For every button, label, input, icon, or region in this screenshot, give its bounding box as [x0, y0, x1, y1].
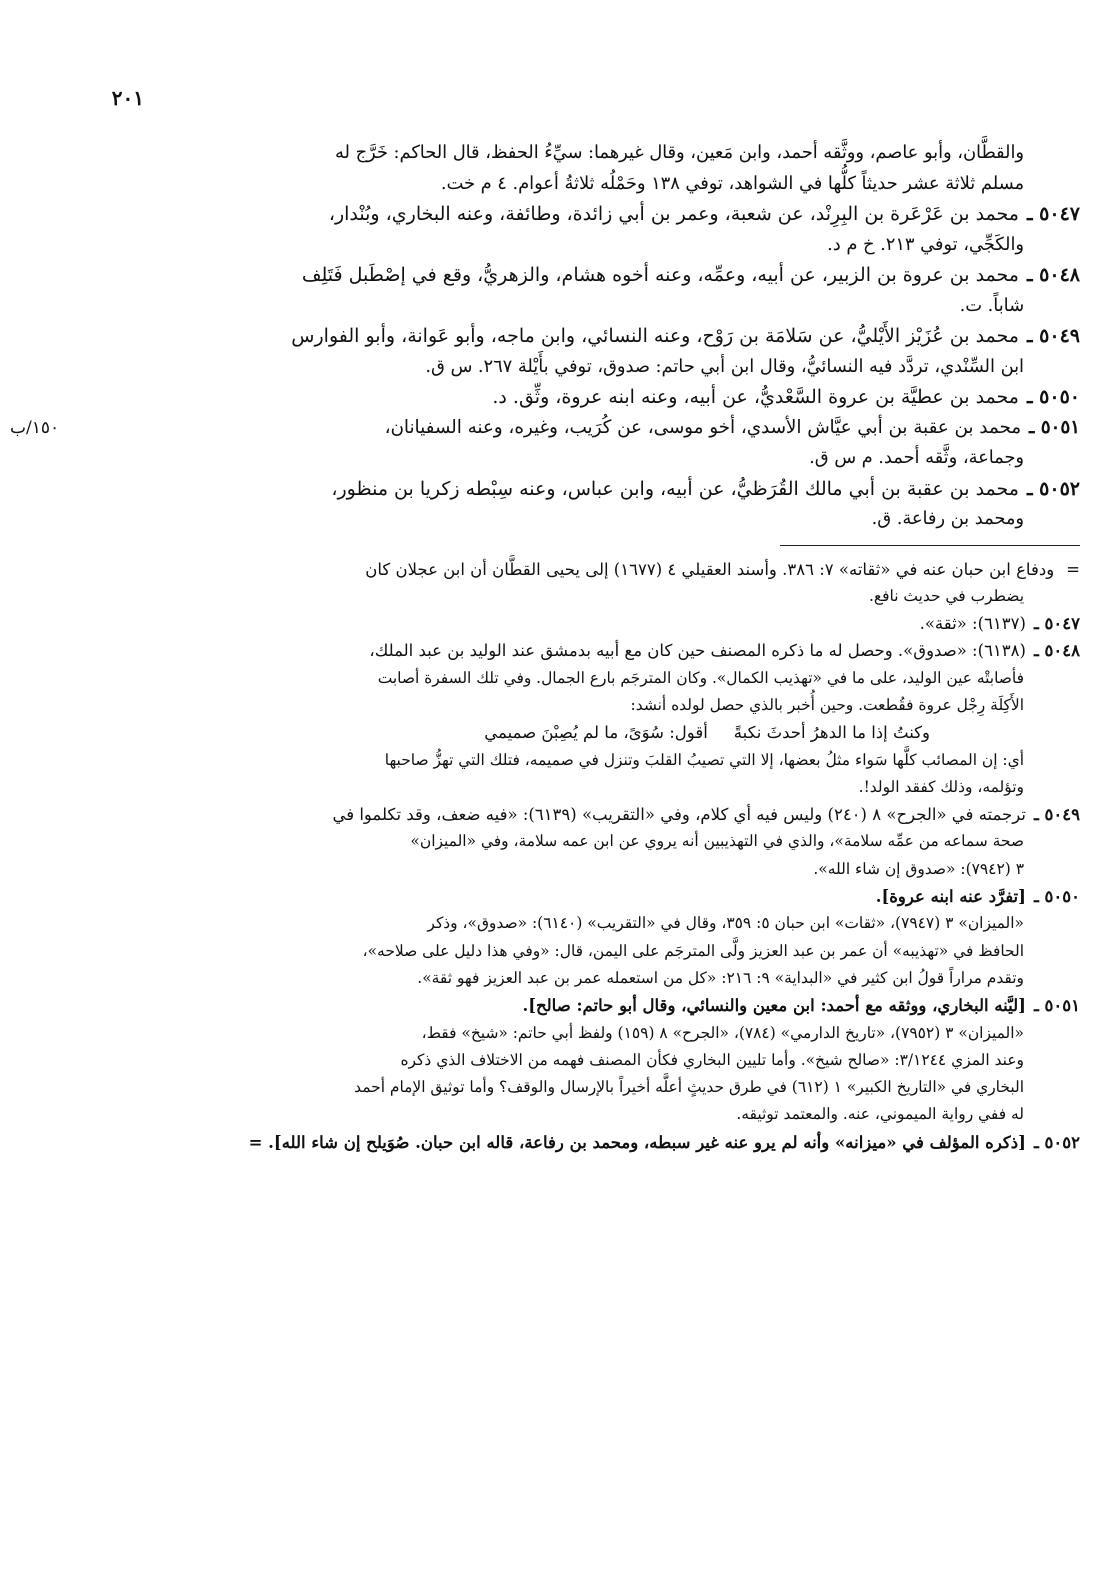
footnote-separator: [780, 545, 1080, 546]
main-line: [10, 413, 1080, 444]
main-line: [40, 474, 1080, 505]
footnote-text: [ذكره المؤلف في «ميزانه» وأنه لم يرو عنه غير سبطه، ومحمد بن رفاعة، قاله ابن حبان. صُوَيلح إن شاء الله]. =: [248, 1132, 1026, 1152]
footnote-text: وتقدم مراراً قولُ ابن كثير في «البداية» ٩: ٢١٦: «كل من استعمله عمر بن عبد العزيز فهو ثقة».: [417, 968, 1024, 987]
main-line: [40, 382, 1080, 413]
footnote-line: [40, 1047, 1080, 1074]
footnote-text: ٣ (٧٩٤٢): «صدوق إن شاء الله».: [813, 859, 1024, 878]
entry-number: ٥٠٥٢ ـ: [1026, 477, 1080, 500]
footnote-line: [40, 1129, 1080, 1156]
footnote-line: [40, 556, 1080, 583]
line-text: محمد بن عطيَّة بن عروة السَّعْديُّ، عن أبيه، وعنه ابنه عروة، وثِّق. د.: [492, 386, 1019, 408]
footnote-text: وعند المزي ٣/١٢٤٤: «صالح شيخ». وأما تليين البخاري فكأن المصنف فهمه من الاختلاف الذي ذكره: [400, 1050, 1024, 1069]
line-text: والقطَّان، وأبو عاصم، ووثَّقه أحمد، وابن مَعين، وقال غيرهما: سيِّءُ الحفظ، قال الحاكم: خَرَّج له: [334, 142, 1024, 163]
footnote-text: ترجمته في «الجرح» ٨ (٢٤٠) وليس فيه أي كلام، وفي «التقريب» (٦١٣٩): «فيه ضعف، وقد تكلموا في: [332, 805, 1026, 825]
footnote-text: البخاري في «التاريخ الكبير» ١ (٦١٢) في طرق حديثٍ أعلَّه أخيراً بالإرسال والوقف؟ وأما توثيق الإمام أحمد: [354, 1078, 1024, 1097]
main-line: [40, 230, 1080, 261]
main-line: [40, 138, 1080, 169]
entry-number: ٥٠٤٧ ـ: [1026, 203, 1080, 225]
footnote-line: [40, 856, 1080, 883]
footnote-entry-number: ٥٠٥١ ـ: [1033, 996, 1080, 1016]
line-text: شاباً. ت.: [959, 294, 1024, 316]
main-line: [40, 443, 1080, 474]
main-line: [40, 352, 1080, 383]
footnote-text: يضطرب في حديث نافع.: [869, 586, 1024, 605]
footnote-text: الأَكِلَة رِجْل عروة فقُطعت. وحين أُخبر بالذي حصل لولده أنشد:: [630, 695, 1024, 714]
footnote-line: [40, 692, 1080, 719]
footnote-line: [40, 883, 1080, 910]
footnotes: [40, 556, 1080, 1157]
footnote-line: [40, 719, 1080, 746]
footnote-line: [40, 637, 1080, 664]
footnote-text: له ففي رواية الميموني، عنه. والمعتمد توثيقه.: [736, 1105, 1024, 1124]
footnote-line: [40, 938, 1080, 965]
footnote-text: أي: إن المصائب كلَّها سَواء مثلُ بعضها، إلا التي تصيبُ القلبَ وتنزل في صميمه، فتلك التي تهزُّ صاحبها: [384, 750, 1024, 769]
footnote-line: [40, 828, 1080, 855]
footnote-text: [ليَّنه البخاري، ووثقه مع أحمد: ابن معين والنسائي، وقال أبو حاتم: صالح].: [522, 996, 1026, 1016]
entry-number: ٥٠٤٩ ـ: [1026, 325, 1080, 347]
main-line: [40, 169, 1080, 200]
footnote-text: فأصابتْه عين الوليد، على ما في «تهذيب الكمال». وكان المترجَم بارع الجمال. وفي تلك السفرة أصابت: [377, 668, 1024, 687]
footnote-line: [40, 583, 1080, 610]
line-text: محمد بن عَرْعَرة بن البِرِنْد، عن شعبة، وعمر بن أبي زائدة، وطائفة، وعنه البخاري، وبُنْدار،: [328, 203, 1019, 225]
main-text: [10, 138, 1080, 535]
line-text: محمد بن عروة بن الزبير، عن أبيه، وعمِّه، وعنه أخوه هشام، والزهريُّ، وقع في إصْطَبل فَتَلِف: [301, 264, 1019, 286]
manuscript-folio-ref: ١٥٠/ب: [10, 417, 60, 438]
main-line: [40, 260, 1080, 291]
footnote-line: [40, 665, 1080, 692]
footnote-entry-number: ٥٠٥٢ ـ: [1033, 1132, 1080, 1152]
footnote-line: [40, 1020, 1080, 1047]
line-text: ابن السِّنْدي، تردَّد فيه النسائيُّ، وقال ابن أبي حاتم: صدوق، توفي بأَيْلة ٢٦٧. س ق.: [425, 355, 1024, 377]
entry-number: ٥٠٤٨ ـ: [1026, 264, 1080, 286]
poem-hemistich: وكنتُ إذا ما الدهرُ أحدثَ نكبةً: [733, 723, 930, 743]
footnote-line: [40, 774, 1080, 801]
footnote-text: (٦١٣٨): «صدوق». وحصل له ما ذكره المصنف حين كان مع أبيه بدمشق عند الوليد بن عبد الملك،: [369, 641, 1026, 661]
footnote-line: [40, 965, 1080, 992]
line-text: محمد بن عقبة بن أبي مالك القُرَظيُّ، عن أبيه، وابن عباس، وعنه سِبْطه زكريا بن منظور،: [331, 477, 1019, 500]
line-text: محمد بن عقبة بن أبي عيَّاش الأسدي، أخو موسى، عن كُرَيب، وغيره، وعنه السفيانان،: [384, 416, 1022, 438]
footnote-text: وتؤلمه، وذلك كفقد الولد!.: [858, 777, 1024, 796]
footnote-text: [تفرَّد عنه ابنه عروة].: [875, 887, 1026, 907]
footnote-text: صحة سماعه من عمِّه سلامة»، والذي في التهذيبين أنه يروي عن ابن عمه سلامة، وفي «الميزان»: [410, 832, 1024, 851]
footnote-entry-number: ٥٠٤٨ ـ: [1033, 641, 1080, 661]
footnote-text: ودفاع ابن حبان عنه في «ثقاته» ٧: ٣٨٦. وأسند العقيلي ٤ (١٦٧٧) إلى يحيى القطَّان أن ابن عجلان كان: [365, 559, 1055, 579]
line-text: والكَجِّي، توفي ٢١٣. خ م د.: [827, 233, 1024, 255]
footnote-text: «الميزان» ٣ (٧٩٤٧)، «ثقات» ابن حبان ٥: ٣٥٩، وقال في «التقريب» (٦١٤٠): «صدوق»، وذكر: [427, 914, 1024, 933]
continuation-mark: =: [1066, 559, 1080, 579]
page-body: [10, 78, 1080, 1156]
main-line: [40, 504, 1080, 535]
line-text: محمد بن عُزَيْز الأَيْليُّ، عن سَلامَة بن رَوْح، وعنه النسائي، وابن ماجه، وأبو عَوانة، وأبو الفوارس: [291, 325, 1019, 347]
footnote-entry-number: ٥٠٤٩ ـ: [1033, 805, 1080, 825]
footnote-line: [40, 610, 1080, 637]
footnote-line: [40, 1101, 1080, 1128]
line-text: ومحمد بن رفاعة. ق.: [871, 508, 1024, 529]
footnote-line: [40, 1074, 1080, 1101]
main-line: [40, 199, 1080, 230]
footnote-text: «الميزان» ٣ (٧٩٥٢)، «تاريخ الدارمي» (٧٨٤)، «الجرح» ٨ (١٥٩) ولفظ أبي حاتم: «شيخ» فقط،: [421, 1023, 1024, 1042]
footnote-line: [40, 992, 1080, 1019]
footnote-text: (٦١٣٧): «ثقة».: [919, 614, 1026, 634]
footnote-entry-number: ٥٠٥٠ ـ: [1033, 887, 1080, 907]
footnote-line: [40, 801, 1080, 828]
main-line: [40, 321, 1080, 352]
footnote-line: [40, 747, 1080, 774]
footnote-text: الحافظ في «تهذيبه» أن عمر بن عبد العزيز ولَّى المترجَم على اليمن، قال: «وفي هذا دليل على صلاحه»،: [362, 941, 1024, 960]
line-text: مسلم ثلاثة عشر حديثاً كلُّها في الشواهد، توفي ١٣٨ وحَمْلُه ثلاثةُ أعوام. ٤ م خت.: [440, 172, 1024, 194]
entry-number: ٥٠٥٠ ـ: [1026, 386, 1080, 408]
footnote-entry-number: ٥٠٤٧ ـ: [1033, 614, 1080, 634]
poem-hemistich: أقول: سُوَىً، ما لم يُصِبْنَ صميمي: [484, 723, 708, 743]
footnote-line: [40, 910, 1080, 937]
main-line: [40, 291, 1080, 322]
page-number: ٢٠١: [111, 86, 144, 110]
line-text: وجماعة، وثَّقه أحمد. م س ق.: [809, 447, 1024, 468]
entry-number: ٥٠٥١ ـ: [1029, 416, 1080, 438]
